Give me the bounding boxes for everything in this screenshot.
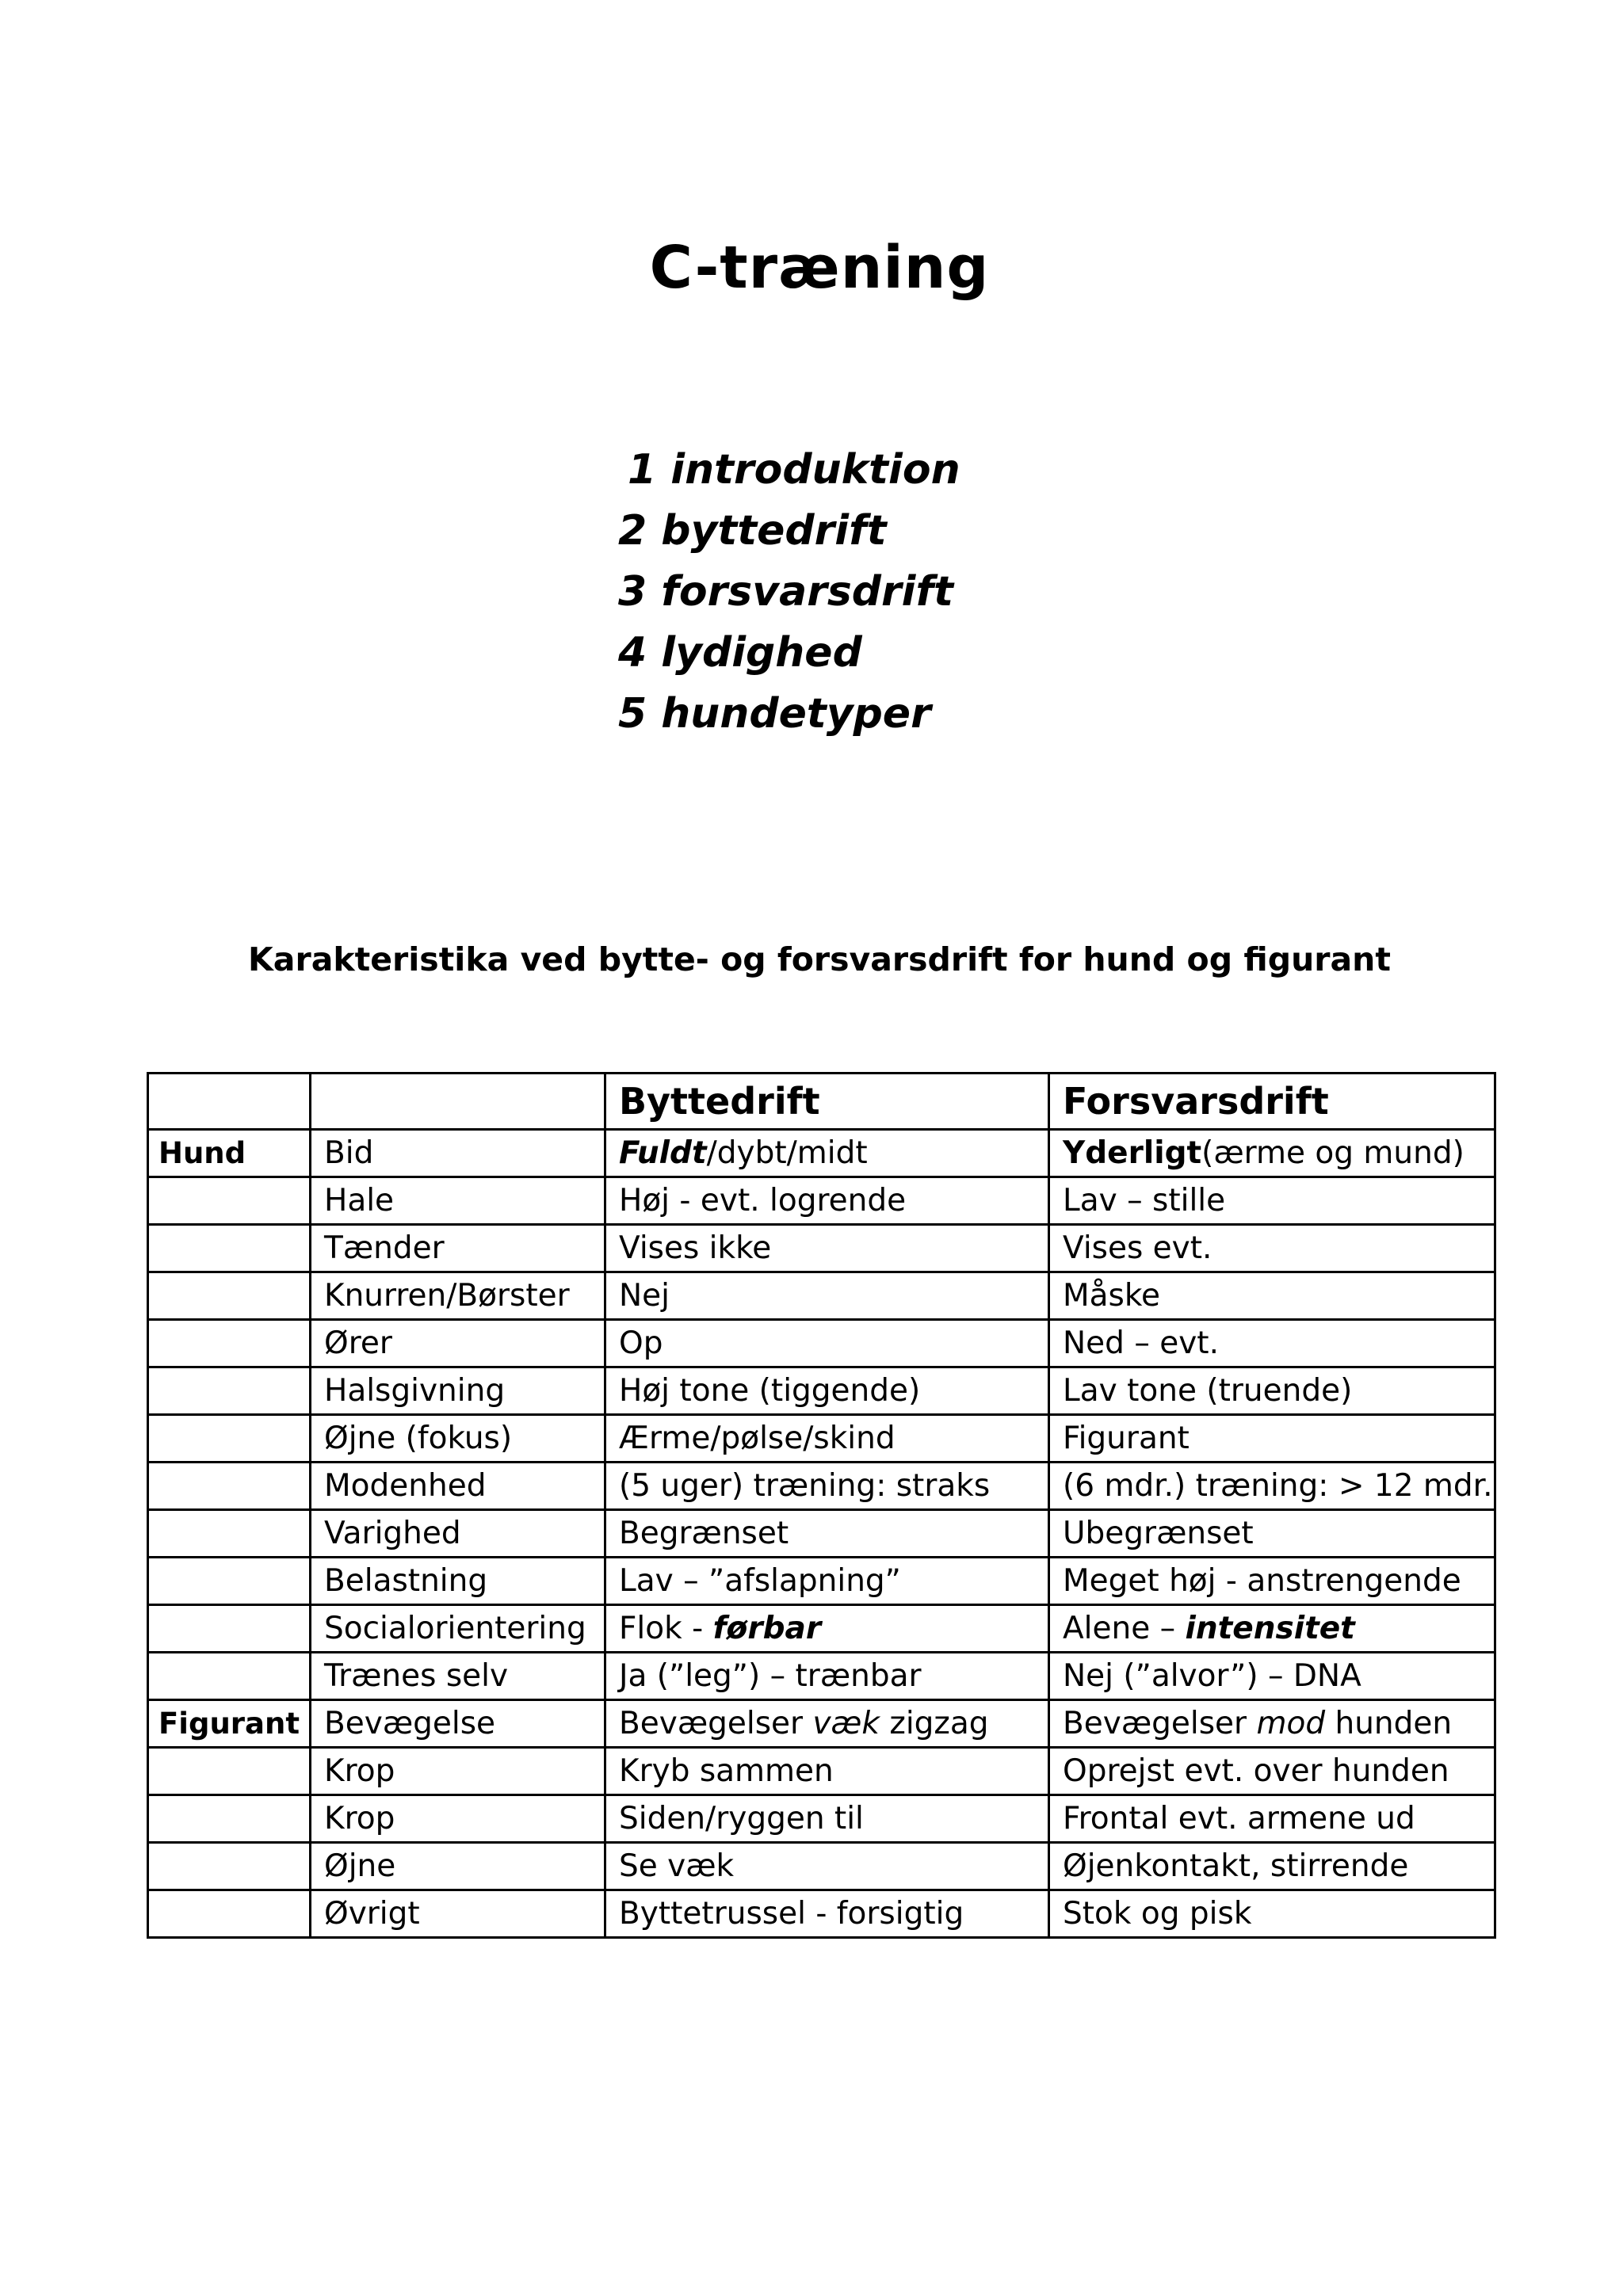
group-cell-empty [148,1795,311,1843]
forsvarsdrift-cell: Lav tone (truende) [1049,1367,1495,1415]
row-label: Varighed [311,1510,605,1558]
table-row [148,1510,1495,1558]
drive-characteristics-table [147,1072,1496,1939]
forsvarsdrift-cell: Lav – stille [1049,1177,1495,1225]
row-label: Socialorientering [311,1605,605,1653]
emphasis-text: førbar [712,1611,822,1646]
row-label: Krop [311,1795,605,1843]
table-heading: Karakteristika ved bytte- og forsvarsdrift for hund og figurant [248,940,1391,978]
table-row [148,1415,1495,1463]
cell-text: Bevægelser [619,1706,813,1741]
row-label: Øvrigt [311,1890,605,1938]
table-row [148,1225,1495,1272]
group-cell-empty [148,1272,311,1320]
header-forsvarsdrift: Forsvarsdrift [1049,1074,1495,1130]
emphasis-text: Yderligt [1063,1135,1202,1171]
group-cell-empty [148,1890,311,1938]
byttedrift-cell [605,1130,1049,1177]
group-cell-empty [148,1320,311,1367]
byttedrift-cell: Vises ikke [605,1225,1049,1272]
table-row [148,1605,1495,1653]
byttedrift-cell: Op [605,1320,1049,1367]
row-label: Ører [311,1320,605,1367]
table-row [148,1558,1495,1605]
cell-text: /dybt/midt [706,1135,868,1171]
cell-text: hunden [1325,1706,1453,1741]
forsvarsdrift-cell: Ned – evt. [1049,1320,1495,1367]
byttedrift-cell: Begrænset [605,1510,1049,1558]
cell-text: Alene – [1063,1611,1186,1646]
group-cell-empty [148,1843,311,1890]
cell-text: Bevægelser [1063,1706,1257,1741]
table-row [148,1748,1495,1795]
byttedrift-cell: Høj tone (tiggende) [605,1367,1049,1415]
table-row [148,1320,1495,1367]
group-cell-empty [148,1367,311,1415]
table-row [148,1367,1495,1415]
row-label: Tænder [311,1225,605,1272]
toc-item: 1 introduktion [628,446,960,494]
byttedrift-cell: Siden/ryggen til [605,1795,1049,1843]
forsvarsdrift-cell [1049,1130,1495,1177]
table-row [148,1272,1495,1320]
emphasis-text: væk [812,1706,880,1741]
row-label: Krop [311,1748,605,1795]
header-cell-empty [311,1074,605,1130]
group-cell-empty [148,1415,311,1463]
byttedrift-cell: Se væk [605,1843,1049,1890]
emphasis-text: mod [1256,1706,1326,1741]
forsvarsdrift-cell: Måske [1049,1272,1495,1320]
group-cell-empty [148,1463,311,1510]
toc-item: 4 lydighed [618,629,862,677]
row-label: Øjne (fokus) [311,1415,605,1463]
row-label: Bevægelse [311,1700,605,1748]
forsvarsdrift-cell: Oprejst evt. over hunden [1049,1748,1495,1795]
row-label: Belastning [311,1558,605,1605]
emphasis-text: Fuldt [619,1135,707,1171]
row-label: Hale [311,1177,605,1225]
byttedrift-cell: Ja (”leg”) – trænbar [605,1653,1049,1700]
byttedrift-cell: Kryb sammen [605,1748,1049,1795]
group-cell-empty [148,1653,311,1700]
table-row [148,1653,1495,1700]
toc-item: 5 hundetyper [618,690,931,738]
forsvarsdrift-cell: Nej (”alvor”) – DNA [1049,1653,1495,1700]
forsvarsdrift-cell: Stok og pisk [1049,1890,1495,1938]
forsvarsdrift-cell: Figurant [1049,1415,1495,1463]
group-label-hund: Hund [148,1130,311,1177]
row-label: Modenhed [311,1463,605,1510]
group-cell-empty [148,1177,311,1225]
row-label: Trænes selv [311,1653,605,1700]
byttedrift-cell [605,1605,1049,1653]
forsvarsdrift-cell [1049,1605,1495,1653]
cell-text: Flok - [619,1611,713,1646]
row-label: Øjne [311,1843,605,1890]
byttedrift-cell: Ærme/pølse/skind [605,1415,1049,1463]
group-cell-empty [148,1558,311,1605]
page-title: C-træning [649,234,990,302]
byttedrift-cell: Byttetrussel - forsigtig [605,1890,1049,1938]
table-row [148,1130,1495,1177]
group-cell-empty [148,1605,311,1653]
header-cell-empty [148,1074,311,1130]
forsvarsdrift-cell: (6 mdr.) træning: > 12 mdr. [1049,1463,1495,1510]
row-label: Bid [311,1130,605,1177]
table-row [148,1795,1495,1843]
toc-item: 2 byttedrift [618,507,887,555]
cell-text: (ærme og mund) [1201,1135,1465,1171]
forsvarsdrift-cell [1049,1700,1495,1748]
group-cell-empty [148,1225,311,1272]
table-header-row [148,1074,1495,1130]
table-row [148,1890,1495,1938]
emphasis-text: intensitet [1185,1611,1355,1646]
byttedrift-cell: Lav – ”afslapning” [605,1558,1049,1605]
header-byttedrift: Byttedrift [605,1074,1049,1130]
table-row [148,1843,1495,1890]
row-label: Halsgivning [311,1367,605,1415]
group-cell-empty [148,1510,311,1558]
group-cell-empty [148,1748,311,1795]
table-row [148,1177,1495,1225]
table-row [148,1700,1495,1748]
table-row [148,1463,1495,1510]
group-label-figurant: Figurant [148,1700,311,1748]
table-of-contents [618,440,960,745]
byttedrift-cell: Nej [605,1272,1049,1320]
byttedrift-cell: (5 uger) træning: straks [605,1463,1049,1510]
cell-text: zigzag [879,1706,989,1741]
forsvarsdrift-cell: Frontal evt. armene ud [1049,1795,1495,1843]
forsvarsdrift-cell: Meget høj - anstrengende [1049,1558,1495,1605]
byttedrift-cell [605,1700,1049,1748]
forsvarsdrift-cell: Vises evt. [1049,1225,1495,1272]
toc-item: 3 forsvarsdrift [618,568,953,616]
byttedrift-cell: Høj - evt. logrende [605,1177,1049,1225]
forsvarsdrift-cell: Øjenkontakt, stirrende [1049,1843,1495,1890]
forsvarsdrift-cell: Ubegrænset [1049,1510,1495,1558]
row-label: Knurren/Børster [311,1272,605,1320]
